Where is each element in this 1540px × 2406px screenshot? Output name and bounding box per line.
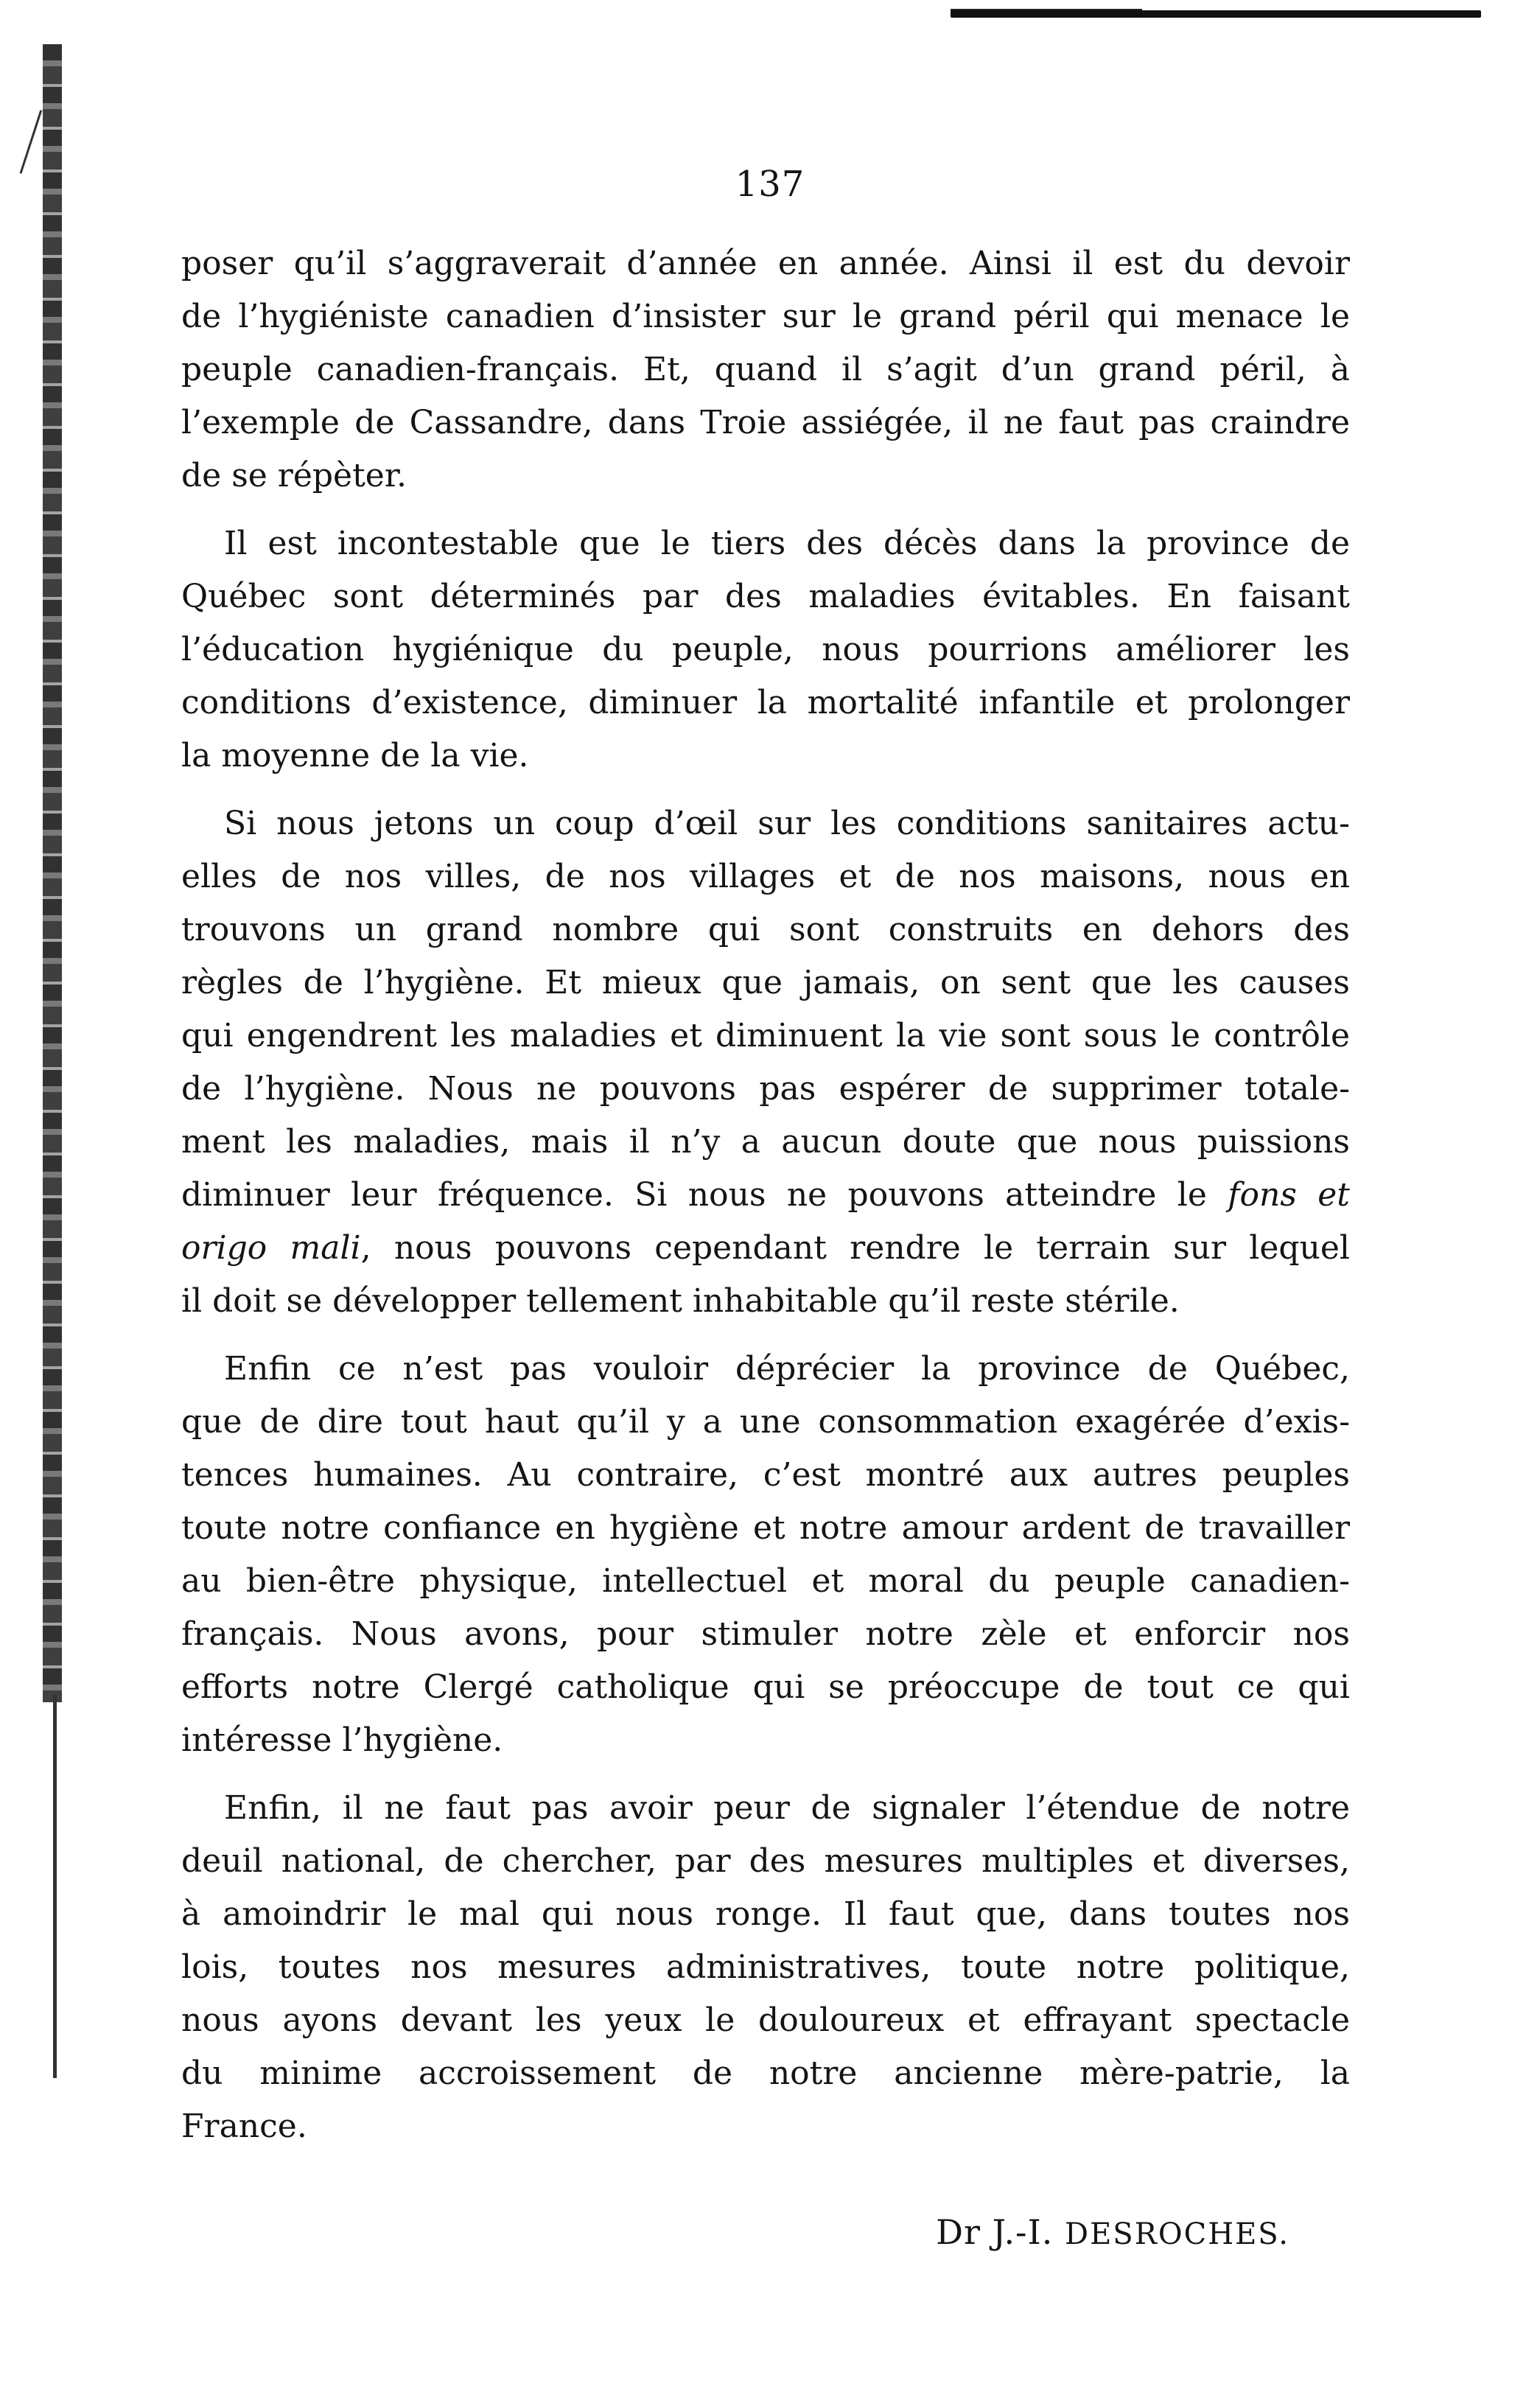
text-line: Québec sont déterminés par des maladies évitables. En faisant (181, 578, 1350, 615)
text-line: à amoindrir le mal qui nous ronge. Il faut que, dans toutes nos (181, 1895, 1350, 1933)
signature-name: DESROCHES. (1065, 2217, 1289, 2251)
text-line: intéresse l’hygiène. (181, 1721, 503, 1759)
text-line: conditions d’existence, diminuer la mortalité infantile et prolonger (181, 684, 1350, 721)
text-line: Enfin ce n’est pas vouloir déprécier la province de Québec, (224, 1350, 1350, 1388)
text-line: lois, toutes nos mesures administratives, toute notre politique, (181, 1948, 1350, 1986)
text-line: trouvons un grand nombre qui sont construits en dehors des (181, 911, 1350, 948)
text-line: de l’hygiène. Nous ne pouvons pas espérer de supprimer totale- (181, 1070, 1350, 1108)
text-line: de l’hygiéniste canadien d’insister sur le grand péril qui menace le (181, 298, 1350, 335)
text-line: deuil national, de chercher, par des mesures multiples et diverses, (181, 1842, 1350, 1880)
text-line: la moyenne de la vie. (181, 737, 529, 774)
text-line: il doit se développer tellement inhabitable qu’il reste stérile. (181, 1282, 1180, 1320)
signature (936, 2212, 1289, 2252)
text-line: origo mali, nous pouvons cependant rendre le terrain sur lequel (181, 1229, 1350, 1267)
paragraph (181, 237, 1350, 503)
page-number: 137 (735, 164, 805, 205)
text-line: elles de nos villes, de nos villages et de nos maisons, nous en (181, 858, 1350, 895)
text-line: nous ayons devant les yeux le douloureux et effrayant spectacle (181, 2001, 1350, 2039)
paragraph (181, 1343, 1350, 1767)
binding-edge (43, 44, 62, 1702)
text-line: au bien-être physique, intellectuel et moral du peuple canadien- (181, 1562, 1350, 1600)
binding-edge-thin (53, 1695, 57, 2078)
text-line: français. Nous avons, pour stimuler notre zèle et enforcir nos (181, 1615, 1350, 1653)
text-line: peuple canadien-français. Et, quand il s’agit d’un grand péril, à (181, 351, 1350, 388)
text-line: l’exemple de Cassandre, dans Troie assiégée, il ne faut pas craindre (181, 404, 1350, 441)
signature-prefix: Dr J.-I. (936, 2212, 1065, 2252)
paragraph (181, 1782, 1350, 2153)
text-line: de se répèter. (181, 457, 407, 494)
text-line: France. (181, 2108, 307, 2145)
text-line: diminuer leur fréquence. Si nous ne pouvons atteindre le fons et (181, 1176, 1350, 1214)
body-text (181, 237, 1350, 2153)
text-line: Il est incontestable que le tiers des décès dans la province de (224, 525, 1350, 562)
text-line: tences humaines. Au contraire, c’est montré aux autres peuples (181, 1456, 1350, 1494)
text-line: règles de l’hygiène. Et mieux que jamais, on sent que les causes (181, 964, 1350, 1001)
text-line: Si nous jetons un coup d’œil sur les conditions sanitaires actu- (224, 805, 1350, 842)
text-line: du minime accroissement de notre ancienne mère-patrie, la (181, 2054, 1350, 2092)
text-line: l’éducation hygiénique du peuple, nous pourrions améliorer les (181, 631, 1350, 668)
text-line: toute notre confiance en hygiène et notre amour ardent de travailler (181, 1509, 1350, 1547)
text-line: qui engendrent les maladies et diminuent la vie sont sous le contrôle (181, 1017, 1350, 1055)
text-line: Enfin, il ne faut pas avoir peur de signaler l’étendue de notre (224, 1789, 1350, 1827)
text-line: que de dire tout haut qu’il y a une consommation exagérée d’exis- (181, 1403, 1350, 1441)
text-line: poser qu’il s’aggraverait d’année en année. Ainsi il est du devoir (181, 245, 1350, 282)
text-line: efforts notre Clergé catholique qui se préoccupe de tout ce qui (181, 1668, 1350, 1706)
paragraph (181, 517, 1350, 783)
paragraph (181, 797, 1350, 1328)
text-line: ment les maladies, mais il n’y a aucun doute que nous puissions (181, 1123, 1350, 1161)
scan-edge-bar (951, 10, 1481, 18)
